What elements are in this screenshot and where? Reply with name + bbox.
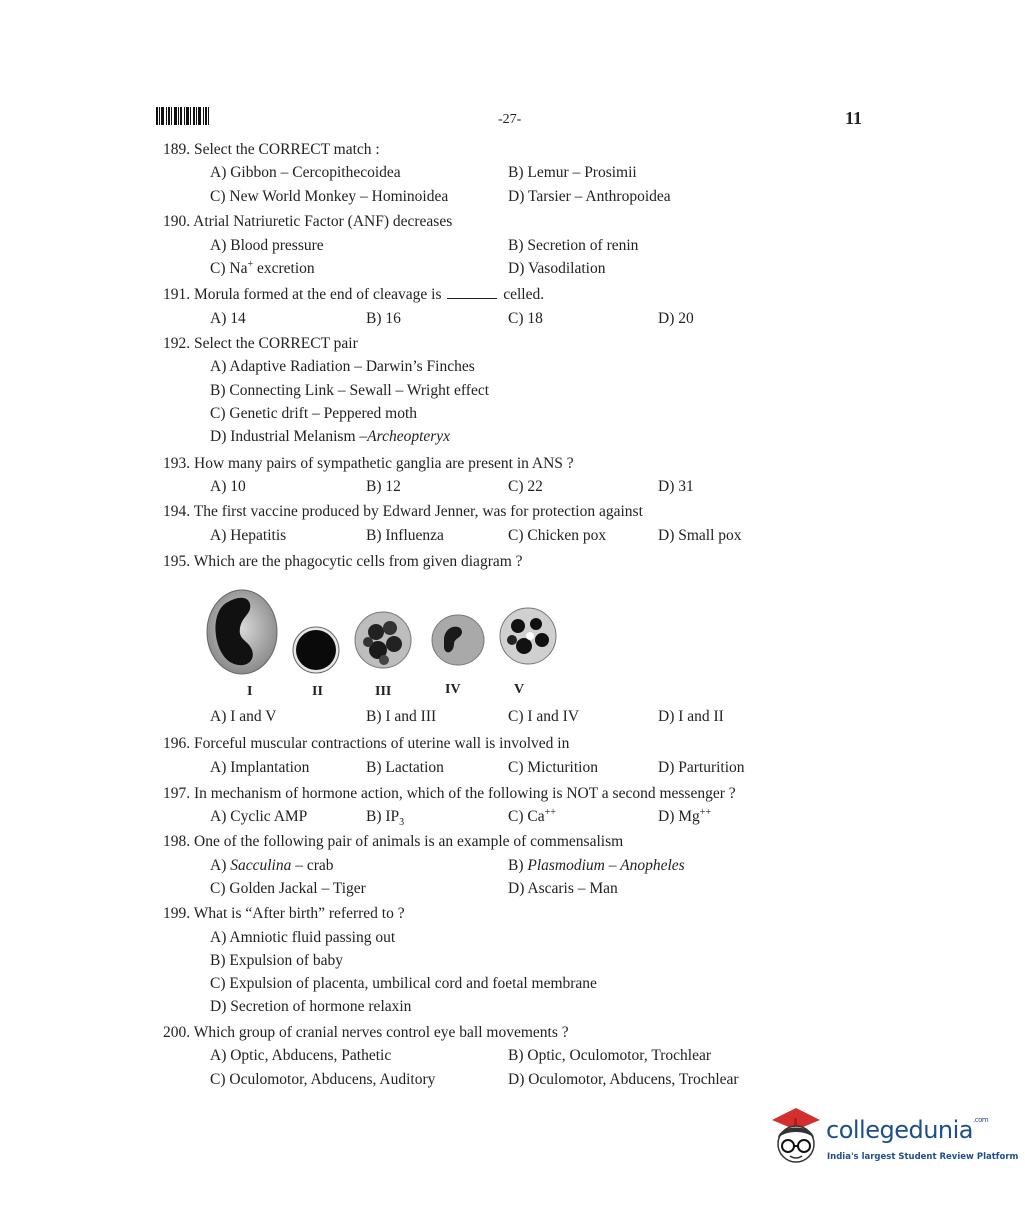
option-d: D) Tarsier – Anthropoidea [508,188,671,205]
cell-ii-lymphocyte [293,627,339,673]
option-a: A) Cyclic AMP [210,808,308,825]
option-c: C) Golden Jackal – Tiger [210,880,366,897]
series-number: 11 [845,108,863,128]
question-192: 192. Select the CORRECT pair [163,335,358,352]
option-d: D) Secretion of hormone relaxin [210,998,412,1015]
option-a: A) Optic, Abducens, Pathetic [210,1047,392,1064]
option-c: C) Chicken pox [508,527,607,544]
option-b: B) 12 [366,478,401,495]
cell-label-v: V [514,682,525,697]
blood-cells-diagram [200,580,570,680]
option-a: A) 10 [210,478,246,495]
option-b: B) I and III [366,708,437,725]
question-193: 193. How many pairs of sympathetic ganglia are present in ANS ? [163,455,574,472]
answer-blank [447,298,497,299]
cell-label-iii: III [375,684,392,699]
option-d: D) Industrial Melanism –Archeopteryx [210,428,451,445]
cell-iii-basophil [355,612,411,668]
option-d: D) Mg++ [658,807,712,825]
option-b: B) Lactation [366,759,444,776]
question-195: 195. Which are the phagocytic cells from given diagram ? [163,553,523,570]
option-c: C) Oculomotor, Abducens, Auditory [210,1071,436,1088]
option-b: B) 16 [366,310,401,327]
option-d: D) Vasodilation [508,260,606,277]
cell-iv-neutrophil [432,615,484,665]
question-194: 194. The first vaccine produced by Edward Jenner, was for protection against [163,503,643,520]
mascot-icon [766,1104,824,1170]
option-b: B) $IP_3$ [366,808,405,828]
option-a: A) 14 [210,310,246,327]
option-d: D) 31 [658,478,694,495]
option-b: B) Secretion of renin [508,237,639,254]
option-d: D) 20 [658,310,694,327]
option-d: D) Oculomotor, Abducens, Trochlear [508,1071,739,1088]
question-190: 190. Atrial Natriuretic Factor (ANF) decreases [163,213,453,230]
option-c: C) Ca++ [508,807,556,825]
question-198: 198. One of the following pair of animals is an example of commensalism [163,833,624,850]
option-c: C) Expulsion of placenta, umbilical cord and foetal membrane [210,975,597,992]
page-number: -27- [498,112,522,127]
option-d: D) Ascaris – Man [508,880,618,897]
cell-label-iv: IV [445,682,461,697]
option-a: A) Amniotic fluid passing out [210,929,396,946]
question-197: 197. In mechanism of hormone action, which of the following is NOT a second messenger ? [163,785,736,802]
logo-wordmark: collegedunia$^{.com}$ [826,1116,989,1144]
option-c: C) I and IV [508,708,580,725]
option-b: B) Optic, Oculomotor, Trochlear [508,1047,712,1064]
option-c: C) 18 [508,310,543,327]
cell-v-eosinophil [500,608,556,664]
option-a: A) Adaptive Radiation – Darwin’s Finches [210,358,475,375]
option-c: C) Micturition [508,759,598,776]
option-c: C) Genetic drift – Peppered moth [210,405,418,422]
cell-label-i: I [247,684,253,699]
option-b: B) Expulsion of baby [210,952,344,969]
option-d: D) Small pox [658,527,742,544]
cell-label-ii: II [312,684,323,699]
option-c: C) New World Monkey – Hominoidea [210,188,449,205]
option-a: A) I and V [210,708,277,725]
barcode [156,107,218,125]
option-c: C) 22 [508,478,543,495]
option-a: A) Hepatitis [210,527,287,544]
option-b: B) Influenza [366,527,444,544]
option-a: A) Gibbon – Cercopithecoidea [210,164,401,181]
question-191: 191. Morula formed at the end of cleavage is celled. [163,286,545,303]
option-d: D) I and II [658,708,724,725]
option-b: B) Connecting Link – Sewall – Wright effect [210,382,490,399]
question-189: 189. Select the CORRECT match : [163,141,380,158]
collegedunia-logo[interactable] [766,1104,1019,1174]
question-199: 199. What is “After birth” referred to ? [163,905,405,922]
option-a: A) Blood pressure [210,237,324,254]
question-200: 200. Which group of cranial nerves control eye ball movements ? [163,1024,569,1041]
option-b: B) Plasmodium – Anopheles [508,857,685,874]
question-196: 196. Forceful muscular contractions of uterine wall is involved in [163,735,570,752]
logo-tagline: India's largest Student Review Platform [827,1152,1019,1162]
option-a: A) Implantation [210,759,310,776]
option-b: B) Lemur – Prosimii [508,164,637,181]
option-d: D) Parturition [658,759,745,776]
option-a: A) Sacculina – crab [210,857,334,874]
cell-i-monocyte [207,590,277,674]
option-c: C) Na+ excretion [210,259,315,277]
